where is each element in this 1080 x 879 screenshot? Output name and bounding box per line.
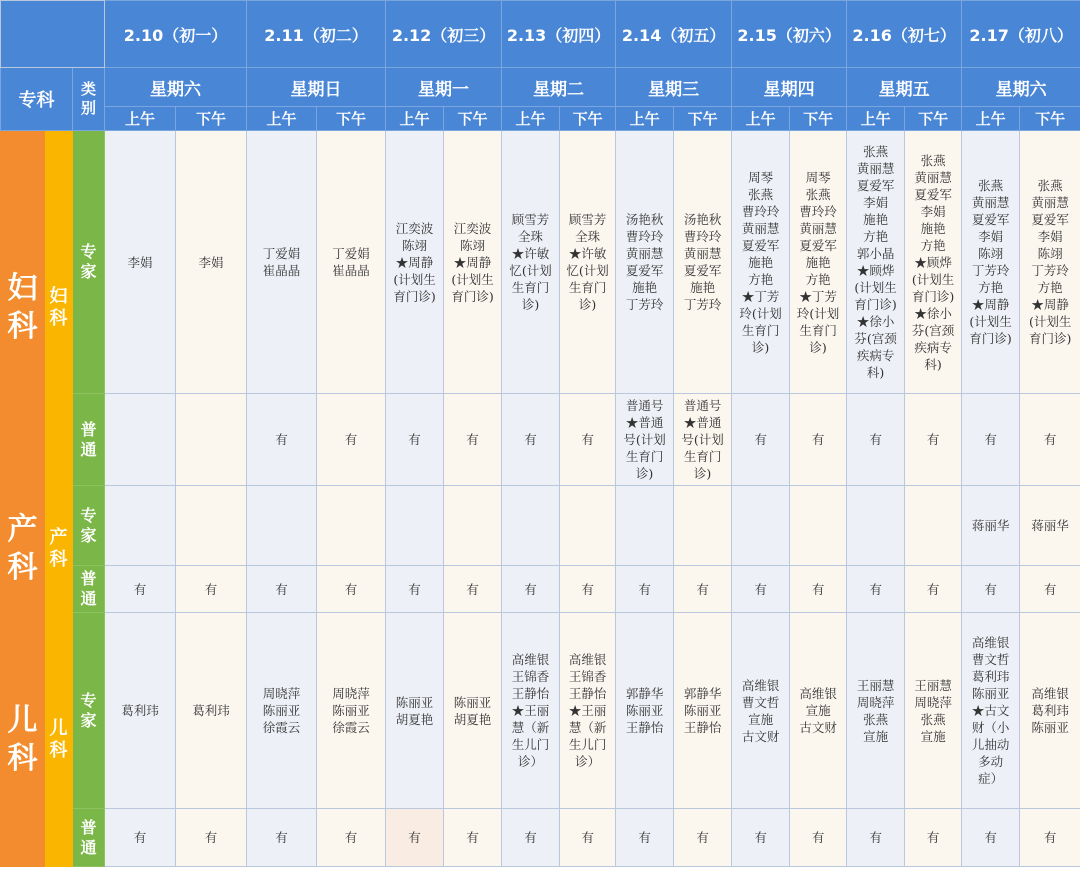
pm-header: 下午 bbox=[1020, 107, 1080, 131]
date-header: 2.16（初七） bbox=[847, 1, 962, 68]
schedule-cell: 葛利玮 bbox=[176, 613, 247, 809]
category-label: 专家 bbox=[80, 505, 97, 545]
date-header: 2.11（初二） bbox=[247, 1, 386, 68]
header-corner bbox=[1, 1, 105, 68]
pm-header: 下午 bbox=[905, 107, 962, 131]
schedule-cell: 李娟 bbox=[105, 131, 176, 394]
schedule-cell: 蒋丽华 bbox=[1020, 486, 1080, 566]
schedule-cell: 周晓萍 陈丽亚 徐霞云 bbox=[317, 613, 386, 809]
gyn-expert-row bbox=[1, 131, 1080, 394]
pm-header: 下午 bbox=[560, 107, 616, 131]
schedule-cell bbox=[317, 486, 386, 566]
category-normal bbox=[73, 394, 105, 486]
pm-header: 下午 bbox=[317, 107, 386, 131]
schedule-cell bbox=[105, 486, 176, 566]
schedule-cell: 有 bbox=[847, 394, 905, 486]
schedule-cell: 高维银 曹文哲 宣施 古文财 bbox=[732, 613, 790, 809]
am-header: 上午 bbox=[616, 107, 674, 131]
subdept-label: 妇科 bbox=[49, 286, 68, 329]
schedule-cell: 周琴 张燕 曹玲玲 黄丽慧 夏爱军 施艳 方艳 ★丁芳 玲(计划 生育门 诊) bbox=[790, 131, 847, 394]
obs-normal-row bbox=[1, 566, 1080, 613]
schedule-cell: 有 bbox=[905, 566, 962, 613]
schedule-cell: 有 bbox=[732, 809, 790, 867]
schedule-cell bbox=[176, 486, 247, 566]
schedule-cell bbox=[732, 486, 790, 566]
weekday-row bbox=[1, 68, 1080, 107]
schedule-cell: 汤艳秋 曹玲玲 黄丽慧 夏爱军 施艳 丁芳玲 bbox=[616, 131, 674, 394]
schedule-cell: 有 bbox=[386, 809, 444, 867]
date-header: 2.14（初五） bbox=[616, 1, 732, 68]
am-header: 上午 bbox=[962, 107, 1020, 131]
specialty-header: 专科 bbox=[1, 68, 73, 131]
schedule-cell: 有 bbox=[105, 566, 176, 613]
schedule-cell: 王丽慧 周晓萍 张燕 宣施 bbox=[905, 613, 962, 809]
schedule-cell: 高维银 曹文哲 葛利玮 陈丽亚 ★古文 财（小 儿抽动 多动 症） bbox=[962, 613, 1020, 809]
schedule-cell: 有 bbox=[105, 809, 176, 867]
schedule-cell: 郭静华 陈丽亚 王静怡 bbox=[674, 613, 732, 809]
schedule-cell: 江奕波 陈翊 ★周静 (计划生 育门诊) bbox=[444, 131, 502, 394]
date-header: 2.17（初八） bbox=[962, 1, 1080, 68]
schedule-cell: 有 bbox=[247, 809, 317, 867]
date-header: 2.12（初三） bbox=[386, 1, 502, 68]
category-expert bbox=[73, 486, 105, 566]
category-header bbox=[73, 68, 105, 131]
date-header: 2.10（初一） bbox=[105, 1, 247, 68]
date-header: 2.13（初四） bbox=[502, 1, 616, 68]
am-header: 上午 bbox=[105, 107, 176, 131]
schedule-cell: 周晓萍 陈丽亚 徐霞云 bbox=[247, 613, 317, 809]
ped-expert-row bbox=[1, 613, 1080, 809]
schedule-cell: 普通号 ★普通 号(计划 生育门 诊) bbox=[674, 394, 732, 486]
schedule-cell: 有 bbox=[732, 566, 790, 613]
schedule-cell: 有 bbox=[560, 394, 616, 486]
schedule-cell: 有 bbox=[674, 809, 732, 867]
am-header: 上午 bbox=[502, 107, 560, 131]
schedule-cell: 李娟 bbox=[176, 131, 247, 394]
schedule-cell: 有 bbox=[674, 566, 732, 613]
weekday-header: 星期四 bbox=[732, 68, 847, 107]
dept-label: 妇科 bbox=[7, 271, 38, 344]
schedule-cell: 有 bbox=[317, 566, 386, 613]
schedule-cell: 有 bbox=[1020, 394, 1080, 486]
schedule-cell: 有 bbox=[790, 809, 847, 867]
schedule-cell: 张燕 黄丽慧 夏爱军 李娟 施艳 方艳 ★顾烨 (计划生 育门诊) ★徐小 芬(宫颈 疾病专 科) bbox=[905, 131, 962, 394]
schedule-cell: 有 bbox=[790, 394, 847, 486]
schedule-cell: 陈丽亚 胡夏艳 bbox=[444, 613, 502, 809]
schedule-cell: 有 bbox=[247, 566, 317, 613]
schedule-cell: 有 bbox=[444, 566, 502, 613]
ampm-row bbox=[1, 107, 1080, 131]
schedule-cell: 有 bbox=[962, 809, 1020, 867]
date-row bbox=[1, 1, 1080, 68]
schedule-cell: 有 bbox=[502, 566, 560, 613]
weekday-header: 星期一 bbox=[386, 68, 502, 107]
schedule-cell: 有 bbox=[386, 566, 444, 613]
category-expert bbox=[73, 613, 105, 809]
subdept-label: 儿科 bbox=[49, 717, 68, 761]
schedule-cell: 周琴 张燕 曹玲玲 黄丽慧 夏爱军 施艳 方艳 ★丁芳 玲(计划 生育门 诊) bbox=[732, 131, 790, 394]
pm-header: 下午 bbox=[674, 107, 732, 131]
subdept-label: 产科 bbox=[49, 527, 68, 570]
schedule-cell: 高维银 王锦香 王静怡 ★王丽 慧（新 生儿门 诊） bbox=[502, 613, 560, 809]
obs-expert-row bbox=[1, 486, 1080, 566]
schedule-cell: 汤艳秋 曹玲玲 黄丽慧 夏爱军 施艳 丁芳玲 bbox=[674, 131, 732, 394]
dept-label: 产科 bbox=[7, 512, 38, 585]
subdept-pediatrics bbox=[45, 613, 73, 867]
schedule-cell: 有 bbox=[732, 394, 790, 486]
schedule-cell: 有 bbox=[386, 394, 444, 486]
weekday-header: 星期五 bbox=[847, 68, 962, 107]
schedule-cell: 有 bbox=[962, 566, 1020, 613]
schedule-cell: 郭静华 陈丽亚 王静怡 bbox=[616, 613, 674, 809]
schedule-cell: 顾雪芳 全珠 ★许敏 忆(计划 生育门 诊) bbox=[560, 131, 616, 394]
schedule-cell: 有 bbox=[444, 394, 502, 486]
schedule-cell: 张燕 黄丽慧 夏爱军 李娟 陈翊 丁芳玲 方艳 ★周静 (计划生 育门诊) bbox=[962, 131, 1020, 394]
am-header: 上午 bbox=[847, 107, 905, 131]
dept-obstetrics bbox=[1, 486, 45, 613]
schedule-cell: 张燕 黄丽慧 夏爱军 李娟 施艳 方艳 郭小晶 ★顾烨 (计划生 育门诊) ★徐小 芬(宫颈 疾病专 科) bbox=[847, 131, 905, 394]
category-normal bbox=[73, 566, 105, 613]
category-label: 普通 bbox=[80, 569, 97, 608]
weekday-header: 星期六 bbox=[962, 68, 1080, 107]
am-header: 上午 bbox=[732, 107, 790, 131]
schedule-cell: 有 bbox=[247, 394, 317, 486]
gyn-normal-row bbox=[1, 394, 1080, 486]
schedule-cell: 有 bbox=[1020, 809, 1080, 867]
schedule-cell: 王丽慧 周晓萍 张燕 宣施 bbox=[847, 613, 905, 809]
schedule-cell: 有 bbox=[905, 394, 962, 486]
schedule-cell bbox=[502, 486, 560, 566]
schedule-cell: 丁爱娟 崔晶晶 bbox=[317, 131, 386, 394]
schedule-cell: 丁爱娟 崔晶晶 bbox=[247, 131, 317, 394]
category-label: 普通 bbox=[80, 817, 97, 857]
schedule-cell: 有 bbox=[317, 394, 386, 486]
schedule-cell: 高维银 王锦香 王静怡 ★王丽 慧（新 生儿门 诊） bbox=[560, 613, 616, 809]
schedule-cell: 有 bbox=[560, 809, 616, 867]
schedule-cell: 有 bbox=[905, 809, 962, 867]
schedule-cell: 高维银 宣施 古文财 bbox=[790, 613, 847, 809]
schedule-cell bbox=[674, 486, 732, 566]
schedule-cell: 陈丽亚 胡夏艳 bbox=[386, 613, 444, 809]
subdept-obstetrics bbox=[45, 486, 73, 613]
schedule-cell: 葛利玮 bbox=[105, 613, 176, 809]
category-expert bbox=[73, 131, 105, 394]
schedule-cell bbox=[444, 486, 502, 566]
category-label: 专家 bbox=[80, 690, 97, 730]
schedule-cell: 有 bbox=[317, 809, 386, 867]
schedule-cell bbox=[247, 486, 317, 566]
dept-label: 儿科 bbox=[7, 702, 38, 776]
schedule-cell: 有 bbox=[616, 809, 674, 867]
schedule-cell: 有 bbox=[847, 809, 905, 867]
pm-header: 下午 bbox=[176, 107, 247, 131]
pm-header: 下午 bbox=[444, 107, 502, 131]
schedule-cell: 高维银 葛利玮 陈丽亚 bbox=[1020, 613, 1080, 809]
schedule-cell bbox=[560, 486, 616, 566]
schedule-cell bbox=[790, 486, 847, 566]
pm-header: 下午 bbox=[790, 107, 847, 131]
schedule-cell bbox=[105, 394, 176, 486]
schedule-cell: 顾雪芳 全珠 ★许敏 忆(计划 生育门 诊) bbox=[502, 131, 560, 394]
am-header: 上午 bbox=[247, 107, 317, 131]
schedule-cell bbox=[386, 486, 444, 566]
weekday-header: 星期日 bbox=[247, 68, 386, 107]
schedule-cell: 有 bbox=[560, 566, 616, 613]
schedule-cell bbox=[905, 486, 962, 566]
weekday-header: 星期三 bbox=[616, 68, 732, 107]
ped-normal-row bbox=[1, 809, 1080, 867]
category-label: 专家 bbox=[80, 242, 97, 281]
category-label: 普通 bbox=[80, 419, 97, 459]
schedule-cell: 有 bbox=[502, 394, 560, 486]
weekday-header: 星期二 bbox=[502, 68, 616, 107]
schedule-cell: 蒋丽华 bbox=[962, 486, 1020, 566]
schedule-cell: 有 bbox=[616, 566, 674, 613]
category-normal bbox=[73, 809, 105, 867]
schedule-cell: 有 bbox=[962, 394, 1020, 486]
schedule-cell: 有 bbox=[847, 566, 905, 613]
am-header: 上午 bbox=[386, 107, 444, 131]
schedule-cell bbox=[176, 394, 247, 486]
weekday-header: 星期六 bbox=[105, 68, 247, 107]
schedule-cell: 有 bbox=[444, 809, 502, 867]
schedule-cell: 有 bbox=[790, 566, 847, 613]
schedule-cell: 有 bbox=[176, 809, 247, 867]
dept-pediatrics bbox=[1, 613, 45, 867]
schedule-cell bbox=[847, 486, 905, 566]
date-header: 2.15（初六） bbox=[732, 1, 847, 68]
schedule-cell: 有 bbox=[502, 809, 560, 867]
schedule-cell: 有 bbox=[1020, 566, 1080, 613]
schedule-cell bbox=[616, 486, 674, 566]
schedule-cell: 有 bbox=[176, 566, 247, 613]
category-header-text: 类别 bbox=[80, 80, 96, 117]
subdept-gynecology bbox=[45, 131, 73, 486]
schedule-cell: 江奕波 陈翊 ★周静 (计划生 育门诊) bbox=[386, 131, 444, 394]
dept-gynecology bbox=[1, 131, 45, 486]
schedule-cell: 张燕 黄丽慧 夏爱军 李娟 陈翊 丁芳玲 方艳 ★周静 (计划生 育门诊) bbox=[1020, 131, 1080, 394]
schedule-cell: 普通号 ★普通 号(计划 生育门 诊) bbox=[616, 394, 674, 486]
